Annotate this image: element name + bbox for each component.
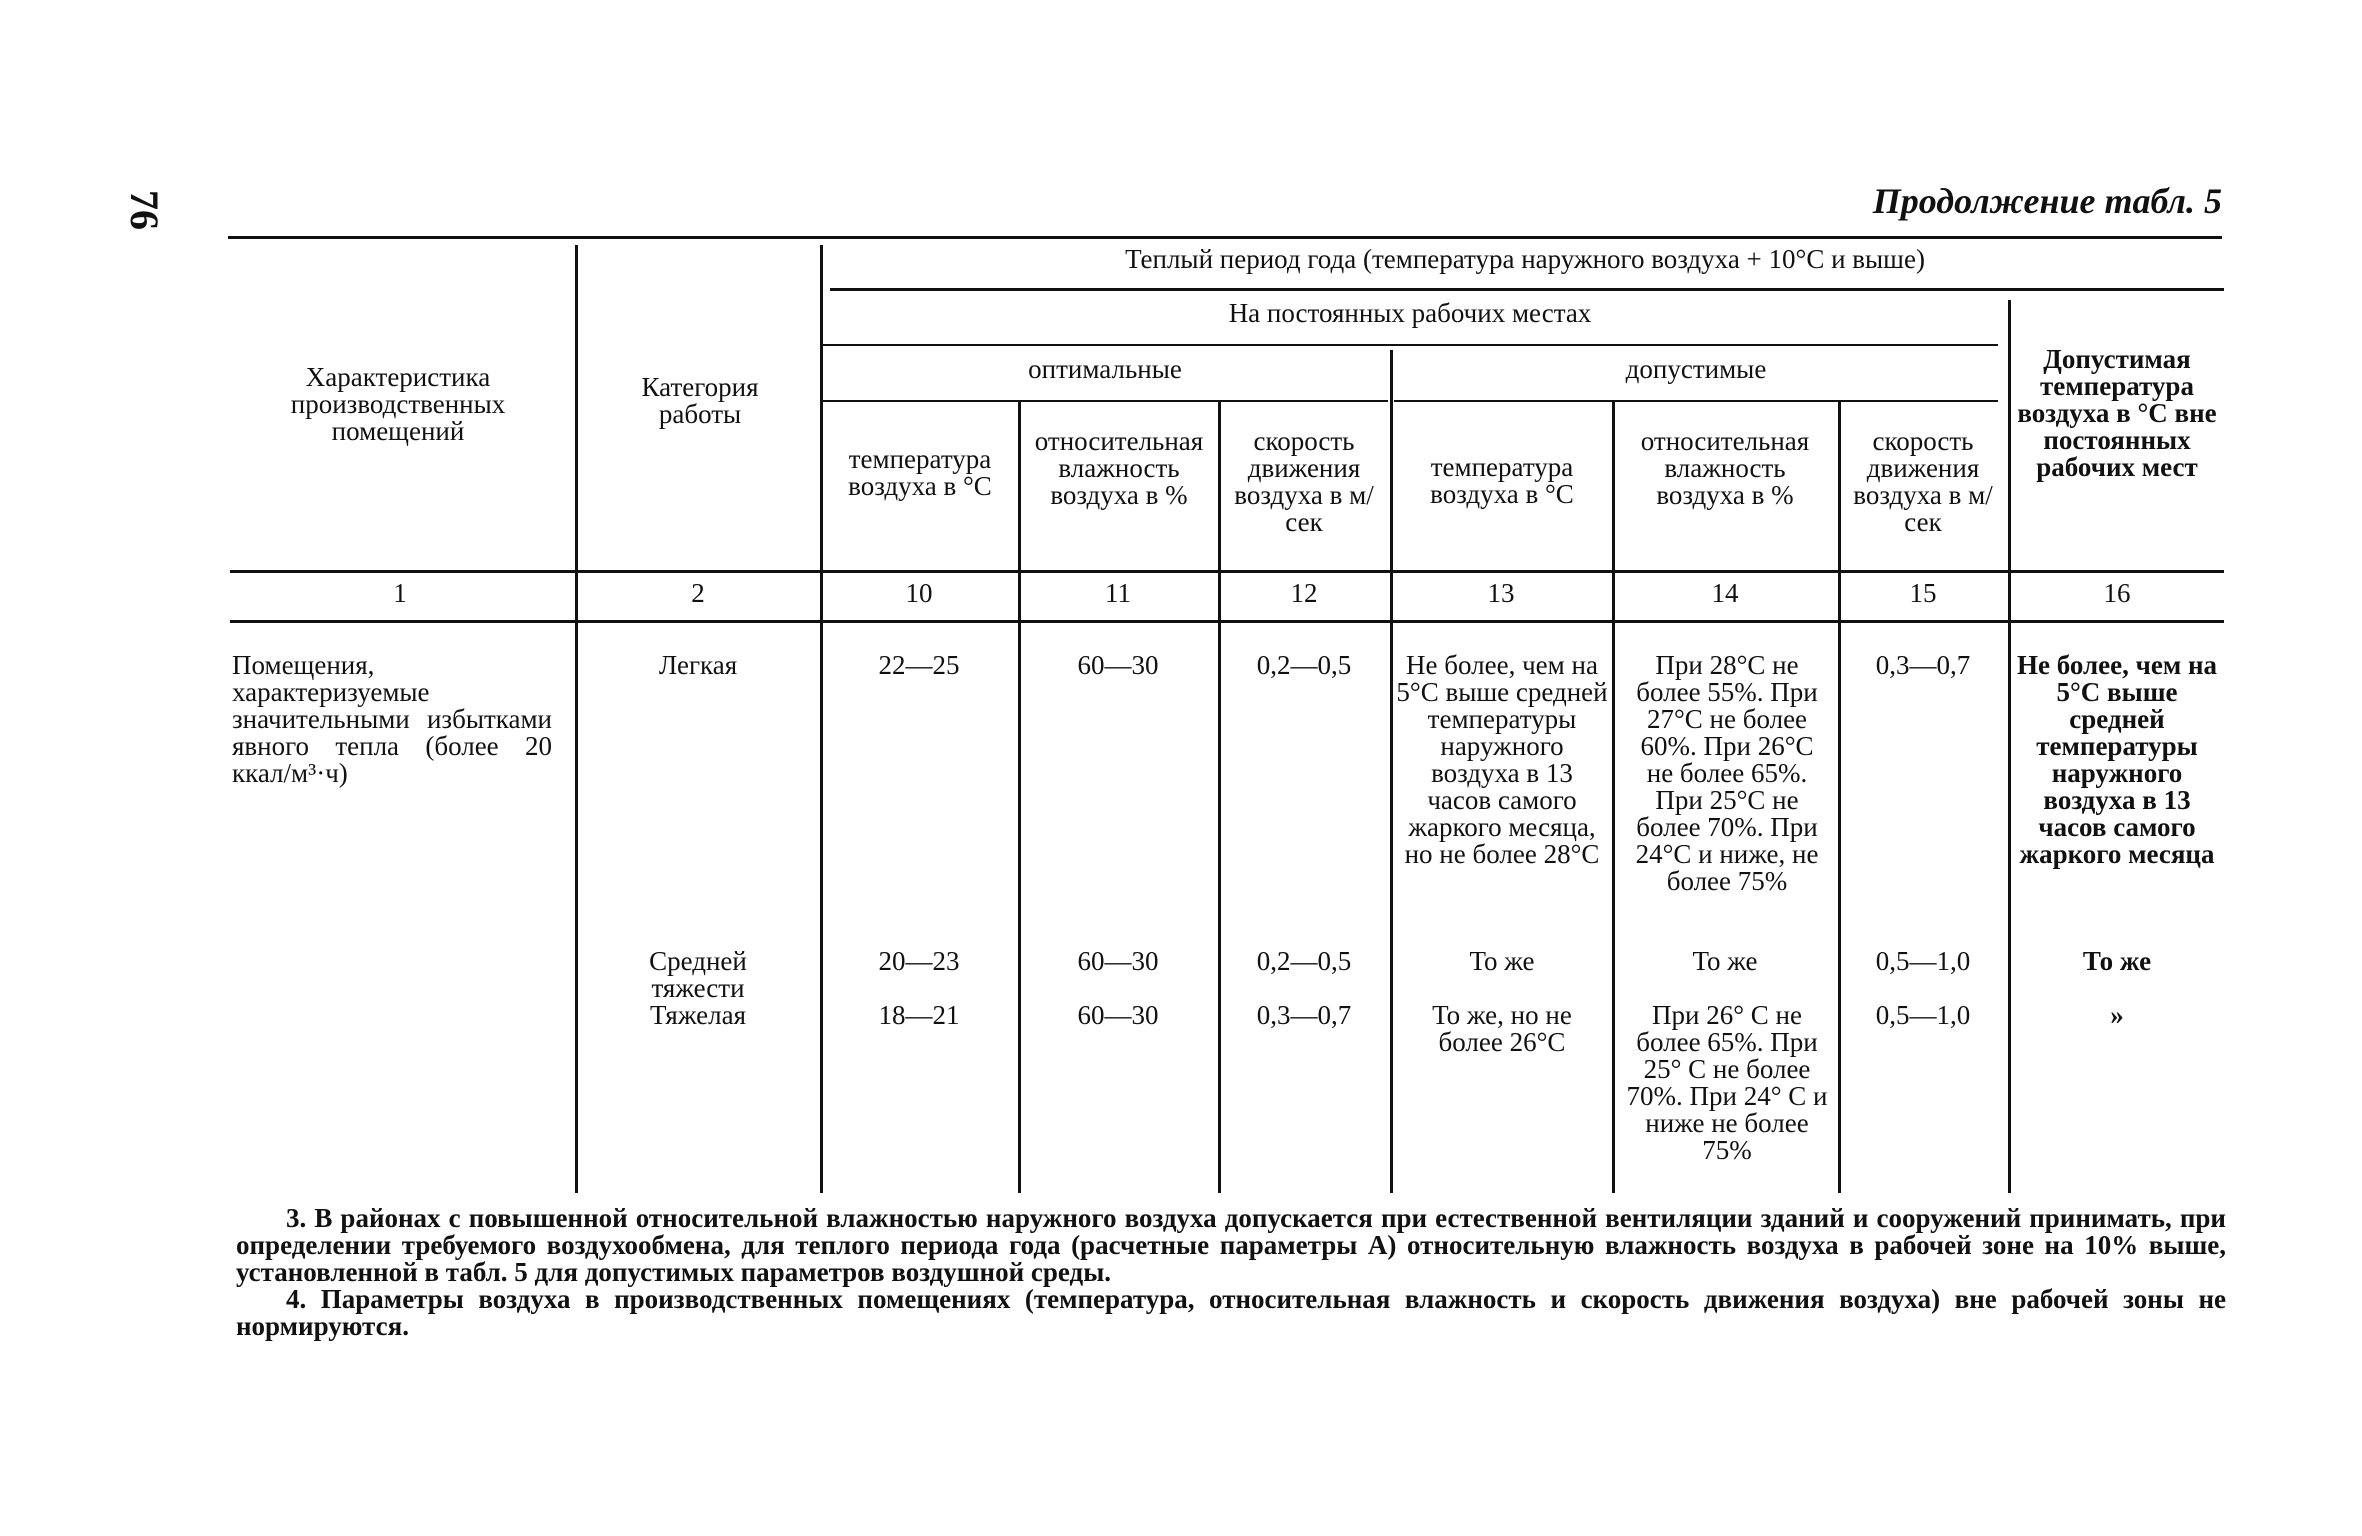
column-number: 11: [1105, 578, 1131, 608]
header-rule: [822, 400, 1388, 402]
medium-perm-humidity: То же: [1692, 946, 1758, 976]
column-number: 13: [1487, 578, 1515, 608]
header-rule: [1394, 400, 1998, 402]
col-divider: [820, 245, 823, 1193]
column-number: 12: [1290, 578, 1318, 608]
header-col13: температура воздуха в °С: [1430, 452, 1574, 509]
column-number: 14: [1711, 578, 1739, 608]
medium-perm-speed: 0,5—1,0: [1875, 946, 1971, 976]
col-divider: [1838, 400, 1841, 1193]
table-continuation-title: Продолжение табл. 5: [1872, 181, 2222, 221]
medium-opt-temp: 20—23: [878, 946, 960, 976]
top-rule: [228, 236, 2222, 239]
heavy-perm-speed: 0,5—1,0: [1875, 1000, 1971, 1030]
column-number: 1: [393, 578, 407, 608]
header-optimal: оптимальные: [1028, 354, 1182, 384]
col-divider: [1018, 400, 1021, 1193]
header-col16: Допустимая температура воздуха в °С вне постоянных рабочих мест: [2017, 344, 2217, 482]
light-outside-temp: Не более, чем на 5°С выше средней температуры наружного воздуха в 13 часов самого жаркого месяца: [2016, 650, 2218, 869]
header-col1: Характеристика производственных помещений: [290, 362, 506, 446]
heavy-outside-temp: »: [2110, 1000, 2124, 1030]
header-permanent-places: На постоянных рабочих местах: [1228, 298, 1592, 328]
heavy-opt-speed: 0,3—0,7: [1256, 1000, 1352, 1030]
page-number: 76: [122, 190, 167, 230]
light-perm-speed: 0,3—0,7: [1875, 650, 1971, 680]
header-rule: [822, 344, 1998, 346]
medium-outside-temp: То же: [2082, 946, 2152, 976]
header-col2: Категория работы: [641, 372, 759, 429]
light-opt-speed: 0,2—0,5: [1256, 650, 1352, 680]
note-4: 4. Параметры воздуха в производственных помещениях (температура, относительная влажность и скорость движения воздуха) вне рабочей зоны не нормируются.: [236, 1284, 2226, 1341]
medium-opt-humidity: 60—30: [1077, 946, 1159, 976]
category-heavy: Тяжелая: [649, 1000, 747, 1030]
category-medium: Средней тяжести: [649, 946, 747, 1003]
header-rule: [230, 570, 2224, 573]
header-col11: относительная влажность воздуха в %: [1034, 426, 1204, 510]
col-divider: [575, 245, 578, 1193]
footnotes: [236, 1205, 2226, 1340]
medium-perm-temp: То же: [1469, 946, 1535, 976]
header-col14: относительная влажность воздуха в %: [1640, 426, 1810, 510]
column-number: 2: [691, 578, 705, 608]
column-number: 16: [2103, 578, 2131, 608]
col-divider: [1612, 400, 1615, 1193]
col-divider: [2008, 300, 2011, 1193]
heavy-perm-temp: То же, но не более 26°С: [1432, 1000, 1572, 1057]
heavy-opt-temp: 18—21: [878, 1000, 960, 1030]
column-number: 10: [905, 578, 933, 608]
header-permissible: допустимые: [1625, 354, 1767, 384]
header-col12: скорость движения воздуха в м/сек: [1234, 426, 1374, 537]
heavy-opt-humidity: 60—30: [1077, 1000, 1159, 1030]
light-perm-humidity: При 28°С не более 55%. При 27°С не более 60%. При 26°С не более 65%. При 25°С не более 70%. При 24°С и ниже, не более 75%: [1635, 650, 1819, 896]
header-col15: скорость движения воздуха в м/сек: [1853, 426, 1993, 537]
header-rule: [230, 620, 2224, 623]
room-characteristic: Помещения, характеризуемые значительными избытками явного тепла (более 20 ккал/м³·ч): [232, 650, 552, 788]
light-opt-temp: 22—25: [878, 650, 960, 680]
header-warm-period: Теплый период года (температура наружного воздуха + 10°С и выше): [1125, 244, 1925, 274]
col-divider: [1218, 400, 1221, 1193]
medium-opt-speed: 0,2—0,5: [1256, 946, 1352, 976]
light-perm-temp: Не более, чем на 5°С выше средней температуры наружного воздуха в 13 часов самого жаркого месяца, но не более 28°С: [1396, 650, 1608, 869]
category-light: Легкая: [658, 650, 738, 680]
heavy-perm-humidity: При 26° С не более 65%. При 25° С не более 70%. При 24° С и ниже не более 75%: [1626, 1000, 1828, 1165]
note-3: 3. В районах с повышенной относительной влажностью наружного воздуха допускается при естественной вентиляции зданий и сооружений принимать, при определении требуемого воздухообмена, для теплого периода года (расчетные параметры А) относительную влажность воздуха в рабочей зоне на 10% выше, установленной в табл. 5 для допустимых параметров воздушной среды.: [236, 1203, 2226, 1287]
col-divider: [1390, 350, 1393, 1193]
header-col10: температура воздуха в °С: [848, 444, 992, 501]
light-opt-humidity: 60—30: [1077, 650, 1159, 680]
column-number: 15: [1909, 578, 1937, 608]
header-rule: [830, 288, 2224, 291]
